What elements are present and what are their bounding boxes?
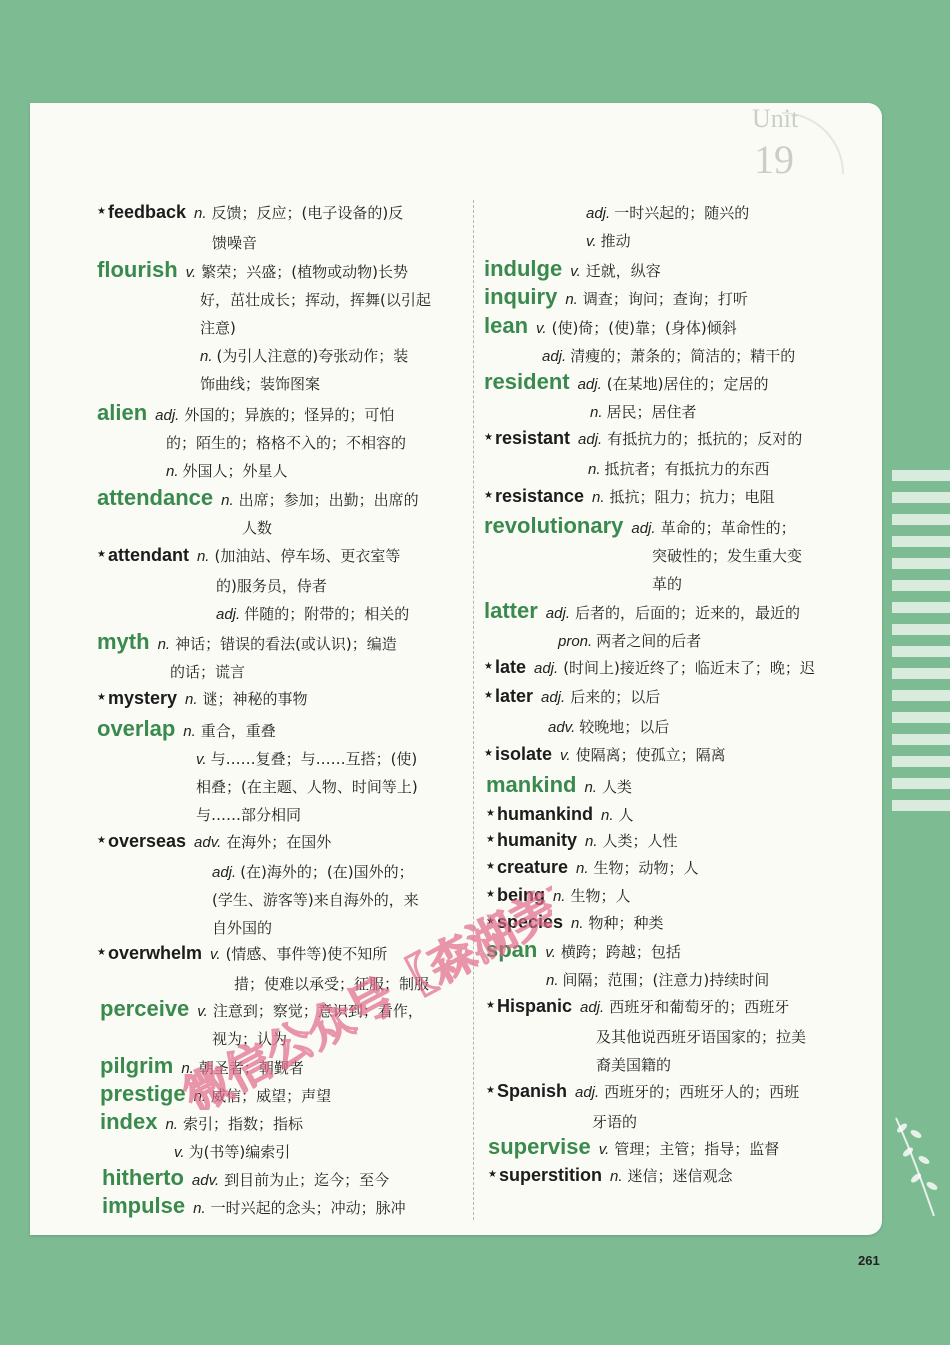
headword: supervise	[488, 1134, 591, 1159]
definition: 使隔离；使孤立；隔离	[575, 746, 726, 764]
definition: 生物；动物；人	[593, 859, 699, 877]
definition: (在某地)居住的；定居的	[606, 375, 769, 393]
additional-sense	[200, 345, 408, 366]
headword: being	[496, 885, 545, 905]
definition: 居民；居住者	[606, 403, 697, 421]
additional-sense	[542, 345, 795, 366]
definition: (在)海外的；(在)国外的；	[240, 863, 414, 881]
star-icon: ★	[97, 947, 106, 958]
definition-continuation: 饰曲线；装饰图案	[200, 375, 321, 393]
part-of-speech: n.	[221, 492, 234, 509]
definition-continuation: 与……部分相同	[196, 806, 302, 824]
star-icon: ★	[488, 1169, 497, 1180]
part-of-speech: adj.	[574, 1084, 600, 1101]
entry-flourish	[97, 257, 408, 283]
entry-supervise	[488, 1134, 779, 1160]
definition: 推动	[600, 232, 631, 250]
entry-overseas	[97, 831, 331, 852]
entry-resident	[484, 369, 769, 395]
headword: pilgrim	[100, 1053, 174, 1078]
part-of-speech: v.	[560, 747, 571, 764]
definition-continuation: (学生、游客等)来自海外的，来	[212, 891, 419, 909]
headword: overwhelm	[107, 943, 203, 963]
definition-continuation: 突破性的；发生重大变	[652, 547, 803, 565]
definition: 管理；主管；指导；监督	[614, 1140, 780, 1158]
part-of-speech: adv.	[194, 834, 222, 851]
headword: lean	[484, 313, 529, 338]
part-of-speech: adj.	[578, 431, 603, 448]
entry-perceive	[100, 996, 423, 1022]
definition: 为(书等)编索引	[188, 1143, 291, 1161]
headword: attendance	[97, 485, 214, 510]
definition-continuation: 自外国的	[212, 919, 273, 937]
part-of-speech: v.	[185, 264, 197, 281]
definition: 西班牙的；西班牙人的；西班	[604, 1083, 800, 1101]
definition: 出席；参加；出勤；出席的	[238, 491, 419, 509]
part-of-speech: n.	[576, 860, 589, 877]
definition-continuation: 相叠；(在主题、人物、时间等上)	[196, 778, 418, 796]
headword: mystery	[107, 688, 178, 708]
definition: 清瘦的；萧条的；简洁的；精干的	[570, 347, 796, 365]
unit-number: 19	[754, 137, 794, 182]
entry-species	[486, 912, 664, 933]
definition: 索引；指数；指标	[182, 1115, 303, 1133]
definition: 较晚地；以后	[579, 718, 670, 736]
part-of-speech: v.	[598, 1141, 610, 1158]
definition: 调查；询问；查询；打听	[582, 290, 748, 308]
entry-late	[484, 657, 815, 678]
headword: superstition	[498, 1165, 602, 1185]
entry-spanish	[486, 1081, 799, 1102]
star-icon: ★	[97, 835, 106, 846]
headword: later	[494, 686, 533, 706]
headword: prestige	[100, 1081, 186, 1106]
definition: (时间上)接近终了；临近末了；晚；迟	[563, 659, 815, 677]
additional-sense	[590, 401, 697, 422]
part-of-speech: n.	[590, 404, 603, 421]
star-icon: ★	[486, 916, 495, 927]
definition-continuation: 视为；认为	[212, 1030, 288, 1048]
page-number: 261	[858, 1253, 880, 1268]
part-of-speech: n.	[193, 1200, 206, 1217]
part-of-speech: n.	[546, 972, 559, 989]
headword: mankind	[486, 772, 577, 797]
part-of-speech: n.	[166, 463, 179, 480]
entry-attendant	[97, 545, 400, 566]
definition-continuation: 注意)	[200, 319, 236, 337]
headword: overlap	[97, 716, 176, 741]
entry-overwhelm	[97, 943, 387, 964]
additional-sense	[588, 458, 770, 479]
part-of-speech: v.	[570, 263, 581, 280]
headword: alien	[97, 400, 148, 425]
definition: 反馈；反应；(电子设备的)反	[211, 204, 404, 222]
definition: 后来的；以后	[570, 688, 661, 706]
star-icon: ★	[486, 1000, 495, 1011]
additional-sense	[212, 861, 414, 882]
part-of-speech: n.	[609, 1168, 623, 1185]
entry-resistance	[484, 486, 775, 507]
entry-pilgrim	[100, 1053, 304, 1079]
headword: inquiry	[484, 284, 558, 309]
definition: 在海外；在国外	[226, 833, 332, 851]
star-icon: ★	[484, 661, 493, 672]
side-stripes-decoration	[892, 470, 950, 830]
headword: feedback	[107, 202, 187, 222]
part-of-speech: n.	[183, 723, 196, 740]
headword: Hispanic	[496, 996, 572, 1016]
headword: species	[496, 912, 564, 932]
part-of-speech: n.	[200, 348, 213, 365]
part-of-speech: adj.	[212, 864, 237, 881]
star-icon: ★	[97, 549, 106, 560]
definition: 生物；人	[570, 887, 631, 905]
headword: myth	[97, 629, 150, 654]
part-of-speech: v.	[536, 320, 547, 337]
definition: 外国人；外星人	[182, 462, 288, 480]
definition: 抵抗；阻力；抗力；电阻	[609, 488, 775, 506]
definition-continuation: 馈噪音	[212, 234, 258, 252]
definition-continuation: 措；使难以承受；征服；制服	[234, 975, 430, 993]
star-icon: ★	[484, 490, 493, 501]
part-of-speech: adj.	[542, 348, 567, 365]
definition: 西班牙和葡萄牙的；西班牙	[609, 998, 790, 1016]
entry-isolate	[484, 744, 726, 765]
star-icon: ★	[484, 432, 493, 443]
entry-later	[484, 686, 660, 707]
star-icon: ★	[486, 861, 495, 872]
entry-humankind	[486, 804, 634, 825]
definition: 与……复叠；与……互搭；(使)	[210, 750, 418, 768]
part-of-speech: adj.	[631, 520, 656, 537]
entry-impulse	[102, 1193, 406, 1219]
headword: humanity	[496, 830, 577, 850]
definition: 伴随的；附带的；相关的	[244, 605, 410, 623]
definition: 横跨；跨越；包括	[560, 943, 681, 961]
headword: overseas	[107, 831, 187, 851]
definition-continuation: 及其他说西班牙语国家的；拉美	[596, 1028, 807, 1046]
headword: humankind	[496, 804, 593, 824]
definition: 一时兴起的；随兴的	[614, 204, 750, 222]
headword: flourish	[97, 257, 178, 282]
part-of-speech: v.	[197, 1003, 208, 1020]
additional-sense	[166, 460, 288, 481]
entry-humanity	[486, 830, 678, 851]
part-of-speech: adj.	[534, 660, 559, 677]
entry-being	[486, 885, 631, 906]
part-of-speech: adj.	[586, 205, 611, 222]
definition-continuation: 革的	[652, 575, 683, 593]
part-of-speech: n.	[592, 489, 605, 506]
headword: creature	[496, 857, 569, 877]
entry-indulge	[484, 256, 661, 282]
additional-sense	[546, 969, 769, 990]
entry-feedback	[97, 202, 403, 223]
part-of-speech: n.	[584, 833, 598, 850]
definition: 迁就，纵容	[585, 262, 661, 280]
part-of-speech: adj.	[216, 606, 241, 623]
entry-attendance	[97, 485, 419, 511]
headword: Spanish	[496, 1081, 567, 1101]
part-of-speech: v.	[586, 233, 597, 250]
part-of-speech: adj.	[577, 376, 602, 393]
leaf-decoration-icon	[884, 1108, 944, 1218]
definition-continuation: 好，茁壮成长；挥动，挥舞(以引起	[200, 291, 431, 309]
headword: index	[100, 1109, 158, 1134]
star-icon: ★	[486, 1085, 495, 1096]
part-of-speech: n.	[185, 691, 198, 708]
part-of-speech: adj.	[545, 605, 570, 622]
entry-myth	[97, 629, 397, 655]
definition: 繁荣；兴盛；(植物或动物)长势	[201, 263, 408, 281]
part-of-speech: adv.	[191, 1172, 220, 1189]
definition: 一时兴起的念头；冲动；脉冲	[210, 1199, 406, 1217]
entry-prestige	[100, 1081, 331, 1107]
part-of-speech: v.	[174, 1144, 185, 1161]
definition: 人类	[601, 778, 632, 796]
headword: latter	[484, 598, 538, 623]
definition: (为引人注意的)夸张动作；装	[216, 347, 409, 365]
definition: 革命的；革命性的；	[660, 519, 796, 537]
entry-index	[100, 1109, 303, 1135]
definition: 威信；威望；声望	[211, 1087, 332, 1105]
entry-mystery	[97, 688, 308, 709]
part-of-speech: adj.	[155, 407, 180, 424]
part-of-speech: v.	[545, 944, 556, 961]
definition: 注意到；察觉；意识到；看作，	[212, 1002, 423, 1020]
headword: resistance	[494, 486, 585, 506]
headword: attendant	[107, 545, 189, 565]
star-icon: ★	[97, 206, 106, 217]
definition: 谜；神秘的事物	[202, 690, 308, 708]
part-of-speech: n.	[552, 888, 566, 905]
part-of-speech: v.	[196, 751, 207, 768]
definition: 有抵抗力的；抵抗的；反对的	[607, 430, 803, 448]
part-of-speech: n.	[584, 779, 597, 796]
part-of-speech: n.	[565, 291, 578, 308]
entry-span	[486, 937, 681, 963]
star-icon: ★	[486, 834, 495, 845]
definition: 人	[618, 806, 634, 824]
entry-resistant	[484, 428, 802, 449]
definition-continuation: 的；陌生的；格格不入的；不相容的	[166, 434, 407, 452]
headword: perceive	[100, 996, 190, 1021]
part-of-speech: n.	[600, 807, 614, 824]
headword: revolutionary	[484, 513, 624, 538]
entry-mankind	[486, 772, 632, 798]
definition: (情感、事件等)使不知所	[225, 945, 388, 963]
column-divider	[473, 200, 474, 1220]
entry-lean	[484, 313, 737, 339]
additional-sense	[216, 603, 409, 624]
part-of-speech: n.	[193, 1088, 207, 1105]
definition: 迷信；迷信观念	[627, 1167, 733, 1185]
definition: (使)倚；(使)靠；(身体)倾斜	[551, 319, 737, 337]
definition-continuation: 牙语的	[592, 1113, 638, 1131]
star-icon: ★	[484, 748, 493, 759]
definition: 人类；人性	[602, 832, 678, 850]
part-of-speech: adj.	[580, 999, 605, 1016]
headword: resistant	[494, 428, 571, 448]
entry-alien	[97, 400, 394, 426]
entry-revolutionary	[484, 513, 796, 539]
definition-continuation: 的话；谎言	[170, 663, 246, 681]
part-of-speech: adv.	[548, 719, 576, 736]
entry-inquiry	[484, 284, 748, 310]
part-of-speech: n.	[196, 548, 210, 565]
definition: 重合，重叠	[200, 722, 276, 740]
entry-creature	[486, 857, 699, 878]
definition: (加油站、停车场、更衣室等	[214, 547, 401, 565]
part-of-speech: n.	[571, 915, 584, 932]
entry-superstition	[488, 1165, 733, 1186]
definition-continuation: 人数	[242, 519, 273, 537]
headword: span	[486, 937, 538, 962]
entry-hispanic	[486, 996, 789, 1017]
headword: impulse	[102, 1193, 186, 1218]
definition: 物种；种类	[588, 914, 664, 932]
part-of-speech: n.	[181, 1060, 194, 1077]
star-icon: ★	[484, 690, 493, 701]
definition-continuation: 的)服务员，侍者	[216, 577, 327, 595]
additional-sense	[548, 716, 669, 737]
headword: late	[494, 657, 526, 677]
additional-sense	[586, 230, 631, 251]
star-icon: ★	[486, 889, 495, 900]
headword: resident	[484, 369, 570, 394]
part-of-speech: n.	[165, 1116, 178, 1133]
headword: hitherto	[102, 1165, 184, 1190]
entry-latter	[484, 598, 800, 624]
unit-label: Unit	[752, 104, 799, 133]
definition: 后者的，后面的；近来的，最近的	[574, 604, 800, 622]
part-of-speech: v.	[210, 946, 221, 963]
star-icon: ★	[486, 808, 495, 819]
additional-sense	[586, 202, 749, 223]
definition: 神话；错误的看法(或认识)；编造	[175, 635, 397, 653]
part-of-speech: n.	[194, 205, 207, 222]
part-of-speech: pron.	[558, 633, 593, 650]
unit-mark	[752, 104, 799, 182]
definition-continuation: 裔美国籍的	[596, 1056, 672, 1074]
part-of-speech: n.	[157, 636, 171, 653]
entry-hitherto	[102, 1165, 389, 1191]
headword: isolate	[494, 744, 552, 764]
definition: 到目前为止；迄今；至今	[224, 1171, 390, 1189]
definition: 朝圣者；朝觐者	[198, 1059, 304, 1077]
definition: 间隔；范围；(注意力)持续时间	[562, 971, 770, 989]
star-icon: ★	[97, 692, 106, 703]
headword: indulge	[484, 256, 563, 281]
additional-sense	[196, 748, 417, 769]
additional-sense	[558, 630, 701, 651]
part-of-speech: adj.	[541, 689, 566, 706]
part-of-speech: n.	[588, 461, 601, 478]
additional-sense	[174, 1141, 290, 1162]
definition: 抵抗者；有抵抗力的东西	[604, 460, 770, 478]
entry-overlap	[97, 716, 276, 742]
definition: 外国的；异族的；怪异的；可怕	[184, 406, 395, 424]
definition: 两者之间的后者	[596, 632, 702, 650]
